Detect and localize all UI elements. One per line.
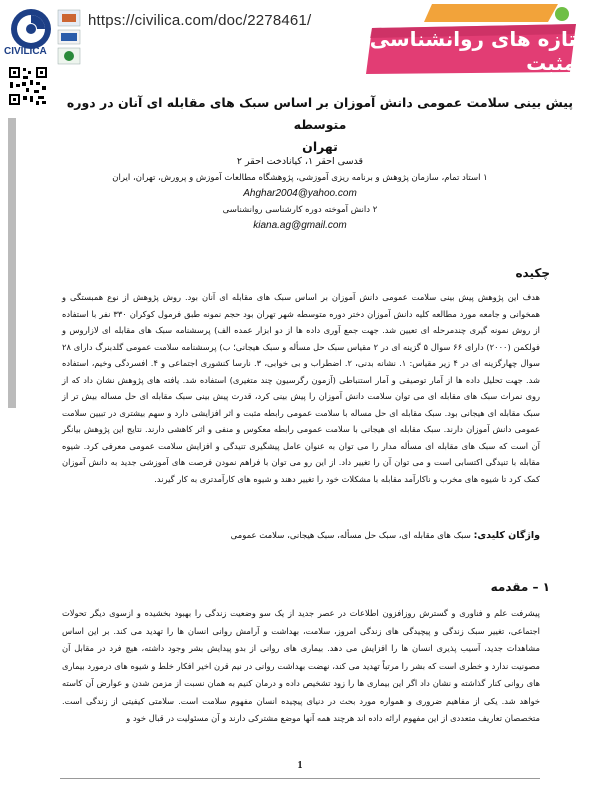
keywords-label: واژگان کلیدی: <box>473 530 540 541</box>
email-1: Ahghar2004@yahoo.com <box>243 188 357 199</box>
footer-divider <box>60 778 540 779</box>
keywords-text: سبک های مقابله ای، سبک حل مسأله، سبک هیجانی، سلامت عمومی <box>230 531 471 541</box>
affiliation-1: ۱ استاد تمام، سازمان پژوهش و برنامه ریزی آموزشی، پژوهشگاه مطالعات آموزش و پرورش، تهران، ایران <box>112 173 488 183</box>
side-strip <box>8 118 16 408</box>
affiliation-2: ۲ دانش آموخته دوره کارشناسی روانشناسی <box>222 205 378 215</box>
civilica-logo-text: CIVILICA <box>4 46 47 57</box>
paper-title-line1: پیش بینی سلامت عمومی دانش آموزان بر اساس سبک های مقابله ای آنان در دوره متوسطه <box>66 95 574 132</box>
source-url: https://civilica.com/doc/2278461/ <box>88 12 312 29</box>
intro-heading: ۱ – مقدمه <box>490 580 550 594</box>
paper-title-line2: تهران <box>302 139 338 154</box>
authors-block <box>80 154 520 234</box>
partner-logos-icon <box>54 8 84 68</box>
keywords <box>62 530 540 541</box>
paper-title <box>60 92 580 158</box>
qr-code-icon <box>8 66 48 106</box>
page-number: 1 <box>297 760 303 771</box>
conference-title: تازه های روانشناسی مثبت <box>369 27 576 75</box>
author-names: قدسی احقر ۱، کیانادخت احقر ۲ <box>236 156 364 167</box>
email-2: kiana.ag@gmail.com <box>253 220 347 231</box>
abstract-heading: چکیده <box>515 266 550 280</box>
abstract-text: هدف این پژوهش پیش بینی سلامت عمومی دانش آموزان بر اساس سبک های مقابله ای آنان بود. روش پژوهش از نوع همبستگی و همخوانی و جامعه مورد مطالعه کلیه دانش آموزان دختر دوره متوسطه شهر تهران بود حجم نمونه طبق فرمول کوکران ۳۳۰ نفر با استفاده از روش نمونه گیری چندمرحله ای تعیین شد. جهت جمع آوری داده ها از دو ابزار عمده الف) پرسشنامه سبک های مقابله ای لازاروس و فولکمن (۲۰۰۰) دارای ۶۶ سوال ۵ گزینه ای در ۲ مقیاس سبک حل مسأله و سبک هیجانی؛ ب) پرسشنامه سلامت عمومی گلدبنرگ دارای ۲۸ سوال چهارگزینه ای در ۴ زیر مقیاس: ۱. نشانه بدنی، ۲. اضطراب و بی خوابی، ۳. نارسا کنشوری اجتماعی و ۴. افسردگی وخیم، استفاده شد. جهت تحلیل داده ها از آمار توصیفی و آمار استنباطی (آزمون رگرسیون چند متغیری) استفاده شد. یافته های پژوهش نشان داد که از روی نمرات سبک های مقابله ای می توان سلامت دانش آموزان را پیش بینی کرد، قدرت پیش بینی سبک مقابله ای حل مساله بیش تر از سبک مقابله ای هیجانی بود. سبک مقابله ای حل مساله با سلامت عمومی رابطه مثبت و اثر افزایشی دارد و سهم بیشتری در تبیین سلامت عمومی دانش آموزان دارند. سبک مقابله ای هیجانی با سلامت عمومی رابطه معکوس و منفی و اثر کاهشی دارند. نتایج این پژوهش بیانگر آن است که سبک های مقابله ای مسأله مدار را می توان به عنوان عامل پیشگیری تنیدگی و افزایش سلامت عمومی معرفی کرد. شیوه مقابله با تنیدگی اکتسابی است و می توان آن را تغییر داد. از این رو می توان با فراهم نمودن فرصت های آموزشی جدید به دانش آموزان کمک کرد تا شیوه های مخرب و ناکارآمد مقابله با مشکلات خود را تغییر دهند و شیوه های کارآمدتری به کار گیرند. <box>62 292 540 484</box>
intro-text: پیشرفت علم و فناوری و گسترش روزافزون اطلاعات در عصر جدید از یک سو وضعیت زندگی را بهبود بخشیده و ازسوی دیگر تحولات اجتماعی، تغییر سبک زندگی و پیچیدگی های زندگی امروز، سلامت، بهداشت و آرامش روانی انسان ها را تهدید می کند. بر این اساس مشاهدات جدید، آسیب پذیری انسان ها را افزایش می دهد. بیماری های روانی از بدو پیدایش بشر وجود داشته، هیچ فرد در مقابل آن مصونیت ندارد و خطری است که بشر را مرتباً تهدید می کند، نهضت بهداشت روانی در نیم قرن اخیر افکار خلط و شیوه های درمورد بیماری های روانی کنار گذاشته و نشان داد اگر این بیماری ها را زود تشخیص داده و درمان کنیم به همان نسبت از مزمن شدن و عوارض آن کاسته خواهد شد. یکی از مفاهیم ضروری و همواره مورد بحث در دنیای پیچیده انسان مفهوم سلامت است. سلامتی کیفیتی از زندگی است. متخصصان تعاریف متعددی از این مفهوم ارائه داده اند هرچند همه آنها موضع مشترکی دارند و آن مسئولیت در قبال خود و <box>62 608 540 723</box>
